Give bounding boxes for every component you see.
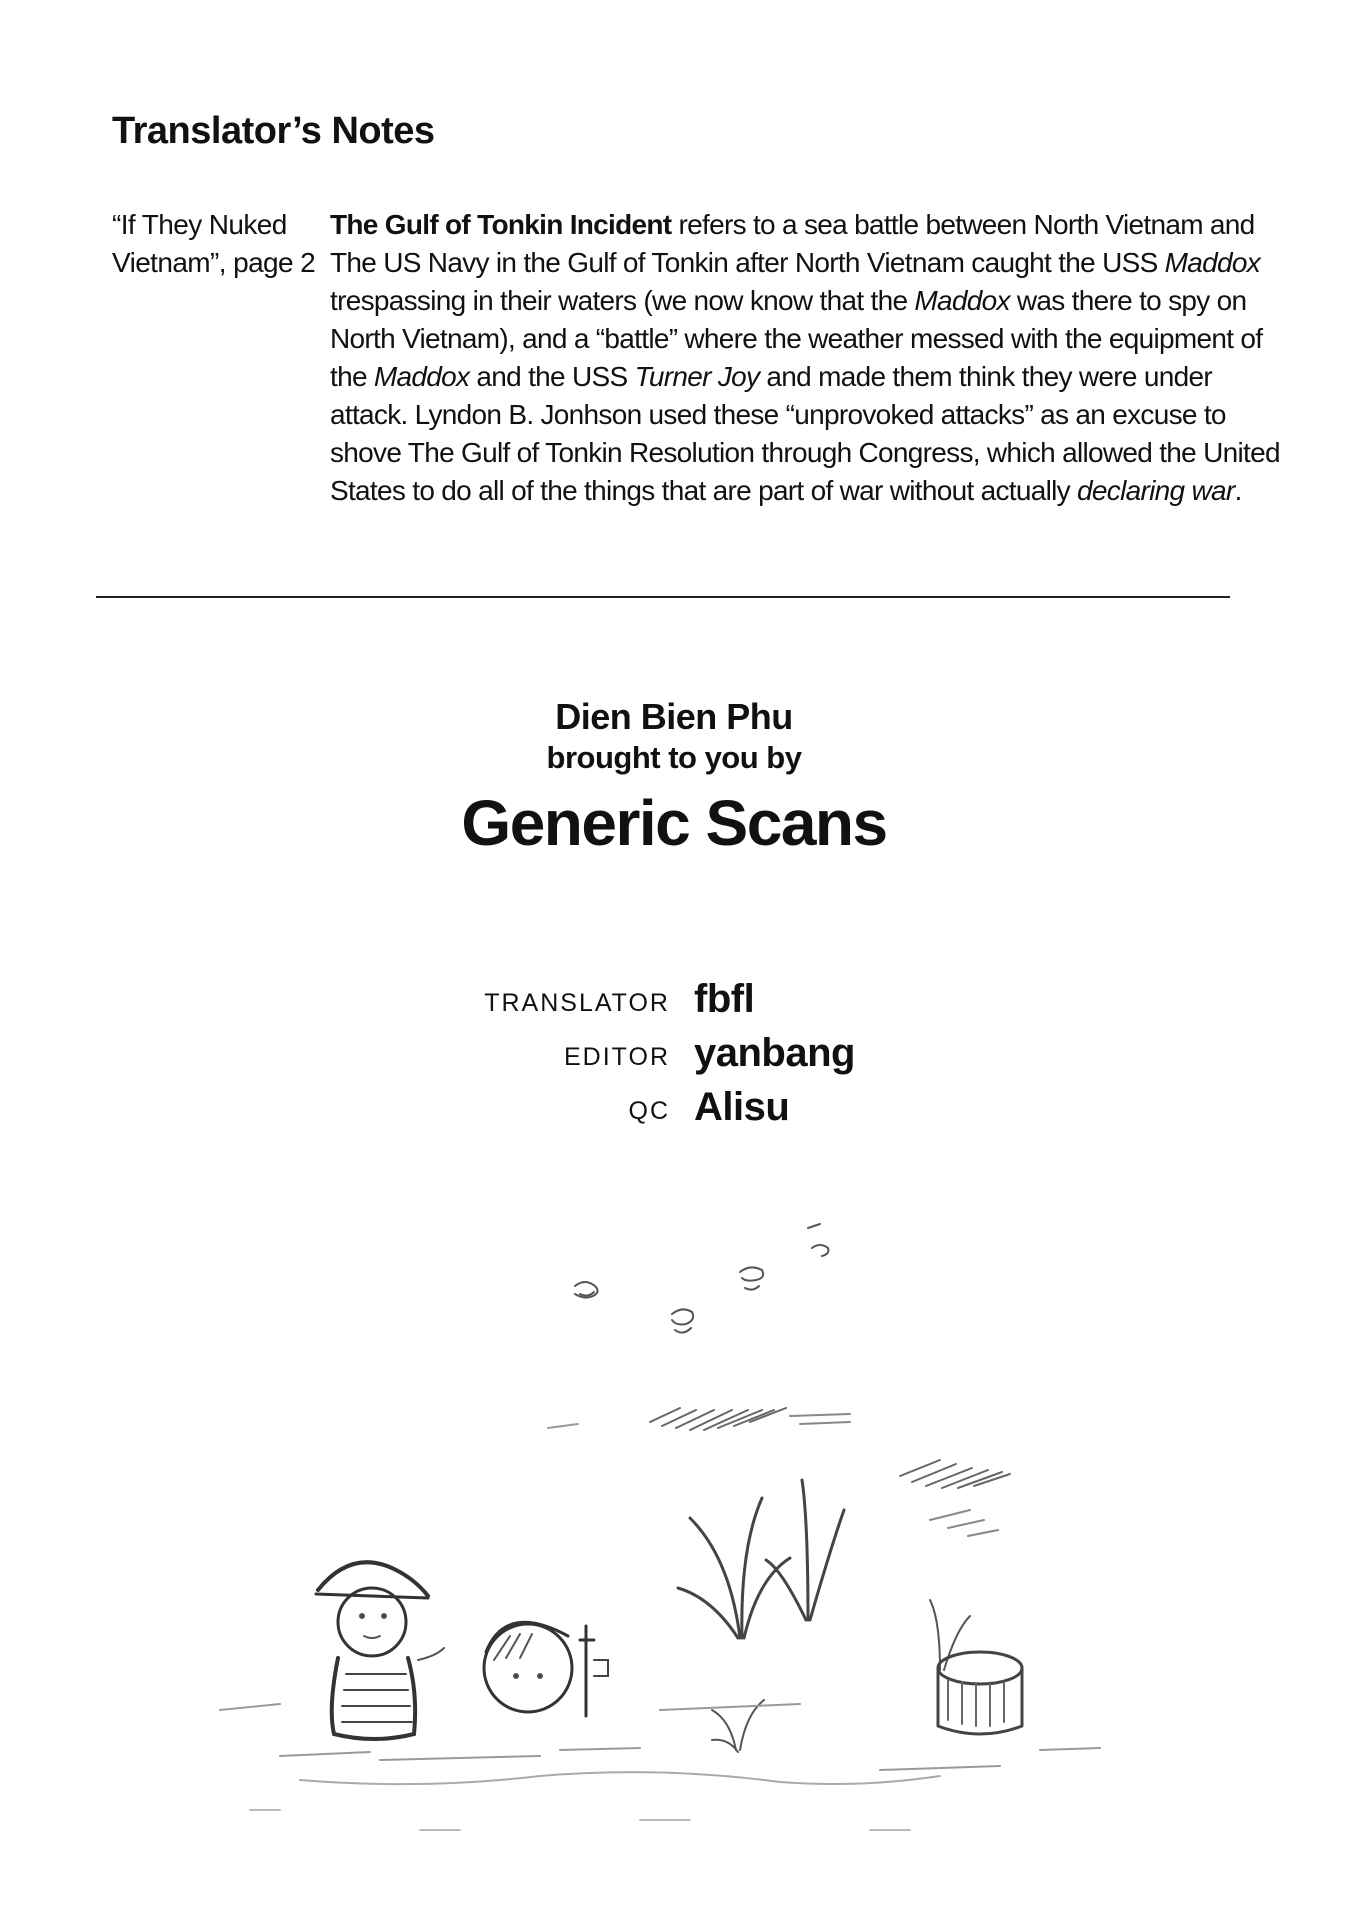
note-emphasis-4: Turner Joy: [634, 361, 760, 392]
credit-person: yanbang: [694, 1031, 855, 1075]
note-text-6: .: [1234, 475, 1242, 506]
credit-role: EDITOR: [564, 1043, 670, 1071]
credit-role: QC: [628, 1097, 670, 1125]
section-divider: [96, 596, 1230, 598]
note-text-2: trespassing in their waters (we now know that the: [330, 285, 915, 316]
note-text-1: refers to a sea battle between North Vietnam and The US Navy in the Gulf of Tonkin after North Vietnam caught the USS: [330, 209, 1255, 278]
page-title: Translator’s Notes: [112, 110, 435, 152]
note-text-3: was there to spy on North Vietnam), and a “battle” where the weather messed with the equipment of the: [330, 285, 1263, 392]
note-emphasis-3: Maddox: [373, 361, 470, 392]
series-title: Dien Bien Phu: [555, 696, 793, 737]
note-term: The Gulf of Tonkin Incident: [330, 209, 672, 240]
note-text-5: and made them think they were under attack. Lyndon B. Jonhson used these “unprovoked attacks” as an excuse to shove The Gulf of Tonkin Resolution through Congress, which allowed the United States to do all of the things that are part of war without actually: [330, 361, 1280, 506]
note-reference-line-2: Vietnam”, page 2: [112, 247, 316, 278]
credit-row-qc: [0, 1078, 1348, 1132]
credit-role: TRANSLATOR: [484, 989, 670, 1017]
credit-row-editor: [0, 1024, 1348, 1078]
pencil-sketch-illustration: [0, 1190, 1348, 1910]
credit-row-translator: [0, 970, 1348, 1024]
note-emphasis-1: Maddox: [1164, 247, 1261, 278]
note-text-4: and the USS: [469, 361, 635, 392]
note-reference: [112, 206, 330, 282]
note-body: [330, 206, 1290, 510]
credit-person: fbfl: [694, 977, 755, 1021]
note-reference-line-1: “If They Nuked: [112, 209, 287, 240]
group-name: Generic Scans: [461, 787, 887, 859]
note-emphasis-5: declaring war: [1077, 475, 1235, 506]
brought-to-you-by: brought to you by: [546, 740, 802, 775]
credit-person: Alisu: [694, 1085, 790, 1129]
note-emphasis-2: Maddox: [914, 285, 1010, 316]
